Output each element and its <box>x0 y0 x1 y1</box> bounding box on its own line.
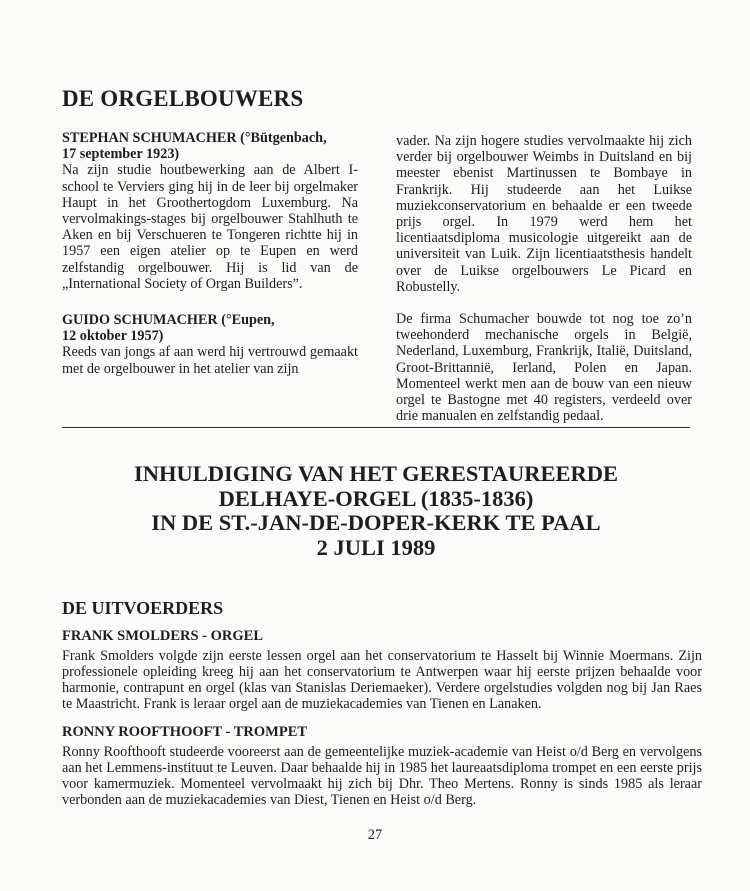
page-number: 27 <box>367 827 383 843</box>
performer-bio: Ronny Roofthooft studeerde vooreerst aan de gemeentelijke muziek-academie van Heist o/d Berg en vervolgens aan het Lemmens-instituut te Leuven. Daar behaalde hij in 1985 het laureaatsdiploma trompet en een eerste prijs voor kamermuziek. Momenteel vervolmaakt hij zich bij Dhr. Theo Mertens. Ronny is sinds 1985 als leraar verbonden aan de muziekacademies van Diest, Tienen en Heist o/d Berg. <box>62 744 702 808</box>
event-title-line2: DELHAYE-ORGEL (1835-1836) <box>218 485 534 511</box>
performer-name: FRANK SMOLDERS - ORGEL <box>62 628 264 644</box>
event-title-line4: 2 JULI 1989 <box>316 534 436 560</box>
builder-heading-line2: 17 september 1923) <box>62 146 180 163</box>
builder-heading-line1: STEPHAN SCHUMACHER (°Bütgenbach, <box>62 130 327 146</box>
performers-heading: DE UITVOERDERS <box>62 598 224 618</box>
builder-bio-continued: vader. Na zijn hogere studies vervolmaakte hij zich verder bij orgelbouwer Weimbs in Duitsland en bij meester ebenist Martinussen te Bombaye in Frankrijk. Hij studeerde aan het Luikse muziekconservatorium en behaalde er een tweede prijs orgel. In 1979 werd hem het licentiaatsdiploma musicologie uitgereikt aan de universiteit van Luik. Zijn licentiaatsthesis handelt over de Luikse orgelbouwers Le Picard en Robustelly. <box>396 133 692 295</box>
builder-heading <box>62 130 358 162</box>
event-title-line3: IN DE ST.-JAN-DE-DOPER-KERK TE PAAL <box>151 510 601 535</box>
performers-section <box>62 598 702 808</box>
builder-heading-line1: GUIDO SCHUMACHER (°Eupen, <box>62 312 275 329</box>
event-title <box>62 462 690 560</box>
section-title: DE ORGELBOUWERS <box>62 86 304 111</box>
section-divider <box>62 427 690 428</box>
right-column <box>396 133 692 424</box>
builder-bio: Na zijn studie houtbewerking aan de Albert I-school te Verviers ging hij in de leer bij orgelmaker Haupt in het Groothertogdom Luxemburg. Na vervolmakings-stages bij orgelbouwer Stahlhuth te Aken en bij Verschueren te Tongeren richtte hij in 1957 een eigen atelier op te Eupen en werd zelfstandig orgelbouwer. Hij is lid van de „International Society of Organ Builders”. <box>62 162 358 292</box>
left-column <box>62 130 358 377</box>
builder-heading <box>62 312 358 344</box>
builder-heading-line2: 12 oktober 1957) <box>62 328 164 345</box>
builder-bio: Reeds van jongs af aan werd hij vertrouwd gemaakt met de orgelbouwer in het atelier van zijn <box>62 344 358 377</box>
performer-bio: Frank Smolders volgde zijn eerste lessen orgel aan het conservatorium te Hasselt bij Winnie Moermans. Zijn professionele opleiding kreeg hij aan het conservatorium te Antwerpen waar hij eerste prijzen behaalde voor harmonie, contrapunt en orgel (klas van Stanislas Deriemaeker). Verdere orgelstudies volgden nog bij Jan Raes te Maastricht. Frank is leraar orgel aan de muziekacademies van Tienen en Lanaken. <box>62 648 702 712</box>
company-paragraph: De firma Schumacher bouwde tot nog toe zo’n tweehonderd mechanische orgels in België, Nederland, Luxemburg, Frankrijk, Italië, Duitsland, Groot-Brittannië, Ierland, Polen en Japan. Momenteel werkt men aan de bouw van een nieuw orgel te Bastogne met 40 registers, verdeeld over drie manualen en zelfstandig pedaal. <box>396 311 692 425</box>
performer-name: RONNY ROOFTHOOFT - TROMPET <box>62 724 308 740</box>
event-title-line1: INHULDIGING VAN HET GERESTAUREERDE <box>133 461 619 486</box>
